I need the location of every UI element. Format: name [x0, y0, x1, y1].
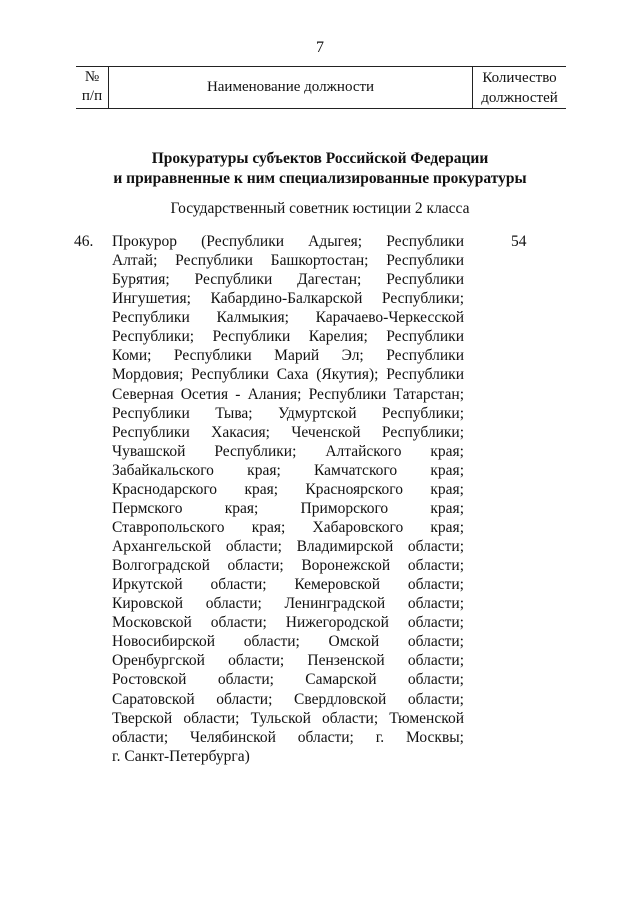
header-number-symbol: № [84, 69, 100, 85]
entry-line: области; Челябинской области; г. Москвы; [112, 728, 464, 746]
header-number-abbr: п/п [81, 88, 103, 104]
entry-line: Бурятия; Республики Дагестан; Республики [112, 271, 464, 289]
entry-line: Ставропольского края; Хабаровского края; [112, 518, 464, 536]
header-number-column [76, 67, 108, 108]
entry-line: Пермского края; Приморского края; [112, 499, 464, 517]
table-header [76, 66, 566, 109]
header-position-name-column [108, 67, 473, 108]
entry-line: Краснодарского края; Красноярского края; [112, 480, 464, 498]
entry-line: Архангельской области; Владимирской области; [112, 538, 464, 555]
entry-line: Северная Осетия - Алания; Республики Татарстан; [112, 385, 464, 403]
entry-line: Иркутской области; Кемеровской области; [112, 576, 464, 594]
entry-line: Ростовской области; Самарской области; [112, 671, 464, 689]
entry-line: Алтай; Республики Башкортостан; Республики [112, 252, 464, 270]
section-title [0, 149, 640, 189]
entry-line: Саратовской области; Свердловской области; [112, 690, 464, 708]
header-position-name: Наименование должности [206, 79, 375, 95]
entry-line: Прокурор (Республики Адыгея; Республики [112, 233, 464, 250]
entry-number: 46. [74, 233, 94, 250]
entry-count: 54 [511, 233, 527, 250]
entry-line: Республики Тыва; Удмуртской Республики; [112, 404, 464, 422]
header-count-column [473, 67, 566, 108]
entry-text [112, 232, 464, 766]
header-count-line1: Количество [482, 70, 557, 86]
entry-line: Забайкальского края; Камчатского края; [112, 461, 464, 479]
entry-line: Новосибирской области; Омской области; [112, 633, 464, 651]
entry-line: Тверской области; Тульской области; Тюменской [112, 709, 464, 727]
entry-line: Московской области; Нижегородской области; [112, 614, 464, 632]
header-count-line2: должностей [481, 90, 558, 106]
entry-line: Ингушетия; Кабардино-Балкарской Республики; [112, 290, 464, 308]
section-title-line1: Прокуратуры субъектов Российской Федерации [151, 150, 489, 167]
entry-line: Волгоградской области; Воронежской области; [112, 557, 464, 575]
entry-line: Республики; Республики Карелия; Республики [112, 328, 464, 346]
entry-line: Кировской области; Ленинградской области; [112, 595, 464, 613]
entry-line: Республики Калмыкия; Карачаево-Черкесской [112, 309, 464, 327]
entry-line: Чувашской Республики; Алтайского края; [112, 442, 464, 460]
entry-line: Республики Хакасия; Чеченской Республики; [112, 423, 464, 441]
entry-line: Мордовия; Республики Саха (Якутия); Республики [112, 366, 464, 384]
section-title-line2: и приравненные к ним специализированные прокуратуры [113, 170, 527, 187]
rank-heading: Государственный советник юстиции 2 класса [170, 200, 470, 217]
entry-line: г. Санкт-Петербурга) [112, 747, 250, 765]
entry-line: Оренбургской области; Пензенской области; [112, 652, 464, 670]
page-number: 7 [316, 39, 324, 56]
entry-line: Коми; Республики Марий Эл; Республики [112, 347, 464, 365]
